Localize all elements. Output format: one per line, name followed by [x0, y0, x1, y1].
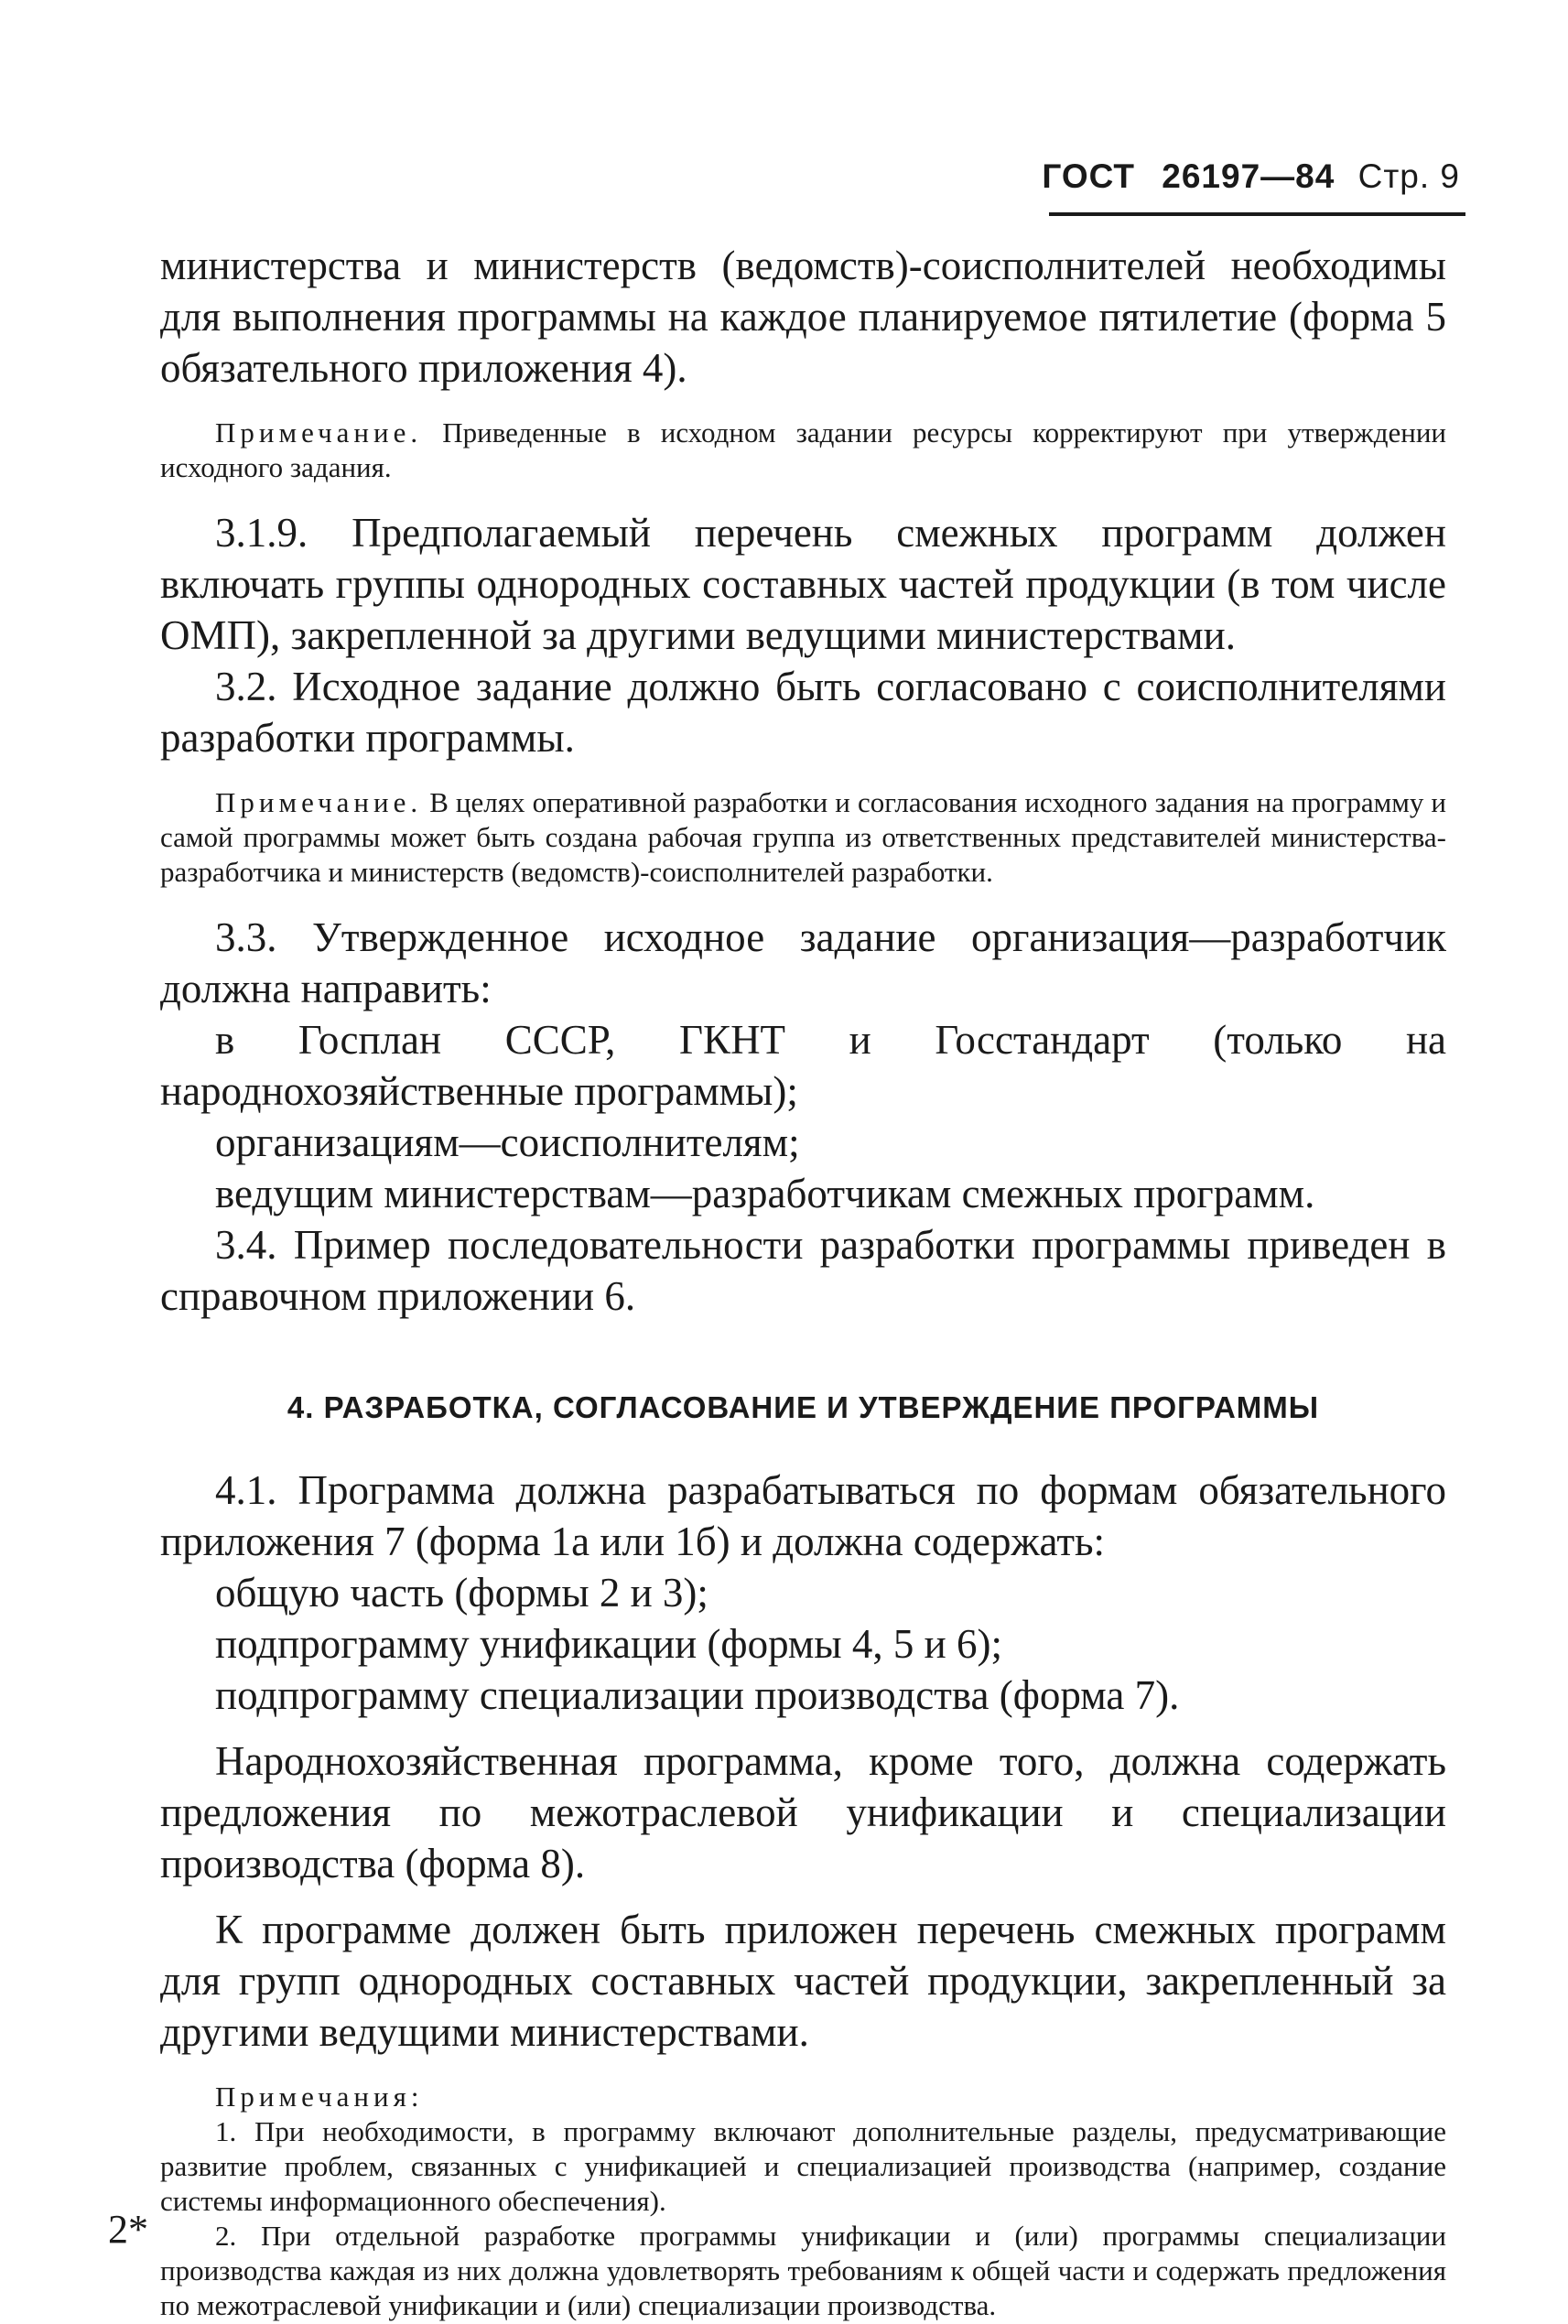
document-body	[160, 240, 1446, 2323]
notes-label	[160, 2080, 1446, 2114]
paragraph-3-3: 3.3. Утвержденное исходное задание организация—разработчик должна направить:	[160, 914, 1446, 1011]
paragraph-3-3-item-a: в Госплан СССР, ГКНТ и Госстандарт (только на народнохозяйственные программы);	[160, 1017, 1446, 1114]
standard-number: 26197—84	[1162, 157, 1336, 195]
page-number: Стр. 9	[1357, 157, 1460, 195]
paragraph-3-4: 3.4. Пример последовательности разработки программы приведен в справочном приложении 6.	[160, 1222, 1446, 1319]
page-header	[1042, 157, 1460, 196]
signature-mark: 2*	[108, 2207, 148, 2252]
paragraph-4-1-appendix: К программе должен быть приложен перечень смежных программ для групп однородных составных частей продукции, закрепленный за другими ведущими министерствами.	[160, 1907, 1446, 2055]
paragraph-4-1-item-b: подпрограмму унификации (формы 4, 5 и 6);	[215, 1621, 1002, 1667]
note-1	[160, 416, 1446, 485]
note-item-1: 1. При необходимости, в программу включают дополнительные разделы, предусматривающие развитие проблем, связанных с унификацией и специализацией производства (например, создание системы информационного обеспечения).	[160, 2115, 1446, 2217]
paragraph-4-1: 4.1. Программа должна разрабатываться по формам обязательного приложения 7 (форма 1а или 1б) и должна содержать:	[160, 1467, 1446, 1564]
paragraph-4-1-item-c: подпрограмму специализации производства (форма 7).	[215, 1672, 1180, 1718]
note-2-label: Примечание.	[215, 786, 423, 818]
standard-label: ГОСТ	[1042, 157, 1135, 195]
paragraph-4-1-item-a: общую часть (формы 2 и 3);	[215, 1570, 708, 1616]
paragraph-3-2: 3.2. Исходное задание должно быть согласовано с соисполнителями разработки программы.	[160, 664, 1446, 761]
header-rule	[1049, 212, 1465, 216]
note-1-label: Примечание.	[215, 416, 423, 449]
section-4-title: 4. РАЗРАБОТКА, СОГЛАСОВАНИЕ И УТВЕРЖДЕНИЕ ПРОГРАММЫ	[287, 1390, 1320, 1424]
notes-label-text: Примечания:	[215, 2081, 424, 2113]
paragraph-4-1-national: Народнохозяйственная программа, кроме того, должна содержать предложения по межотраслевой унификации и специализации производства (форма 8).	[160, 1738, 1446, 1886]
note-item-2: 2. При отдельной разработке программы унификации и (или) программы специализации производства каждая из них должна удовлетворять требованиям к общей части и содержать предложения по межотраслевой унификации и (или) специализации производства.	[160, 2220, 1446, 2321]
note-1-text: Приведенные в исходном задании ресурсы корректируют при утверждении исходного задания.	[160, 416, 1446, 483]
paragraph-3-3-item-b: организациям—соисполнителям;	[215, 1119, 800, 1165]
paragraph-continuation: министерства и министерств (ведомств)-соисполнителей необходимы для выполнения программы на каждое планируемое пятилетие (форма 5 обязательного приложения 4).	[160, 243, 1446, 391]
note-2	[160, 785, 1446, 890]
paragraph-3-1-9: 3.1.9. Предполагаемый перечень смежных программ должен включать группы однородных составных частей продукции (в том числе ОМП), закрепленной за другими ведущими министерствами.	[160, 510, 1446, 658]
paragraph-3-3-item-c: ведущим министерствам—разработчикам смежных программ.	[215, 1171, 1315, 1216]
note-2-text: В целях оперативной разработки и согласования исходного задания на программу и самой программы может быть создана рабочая группа из ответственных представителей министерства-разработчика и министерств (ведомств)-соисполнителей разработки.	[160, 786, 1446, 888]
